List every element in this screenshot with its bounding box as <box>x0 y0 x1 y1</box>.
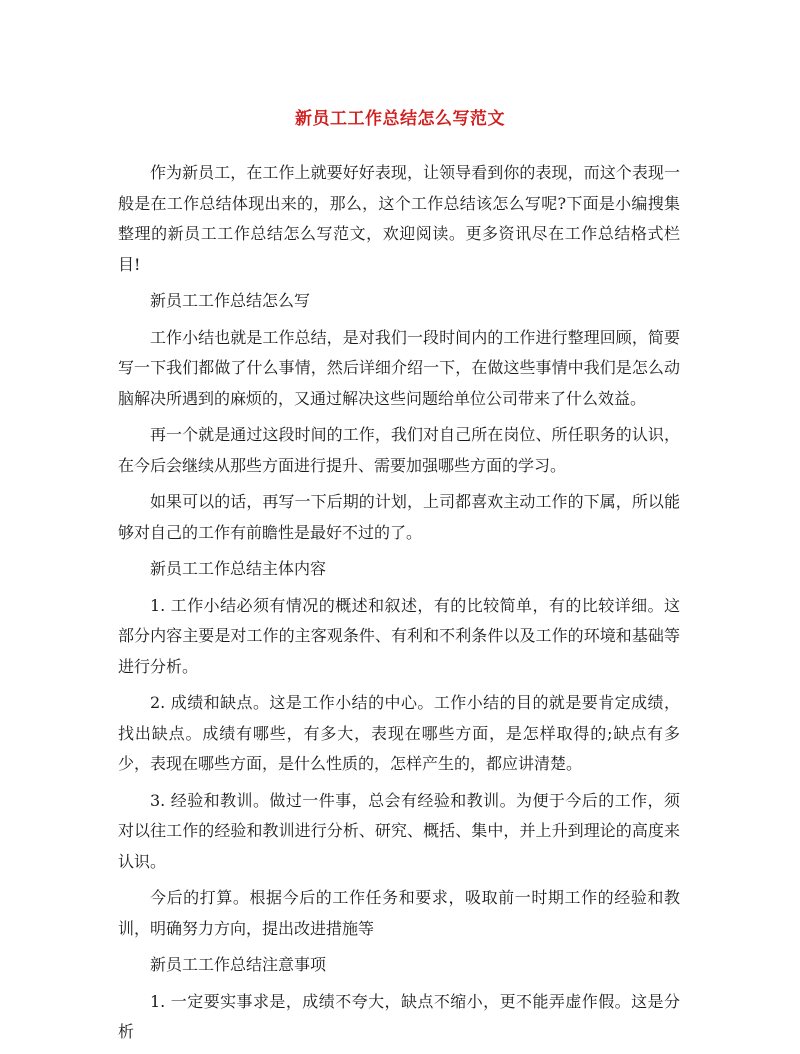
paragraph-note-1: 1. 一定要实事求是，成绩不夸大，缺点不缩小，更不能弄虚作假。这是分析 <box>118 991 680 1041</box>
document-title: 新员工工作总结怎么写范文 <box>295 109 505 129</box>
section-heading-notes: 新员工工作总结注意事项 <box>150 955 327 974</box>
paragraph-item-3-lessons: 3. 经验和教训。做过一件事，总会有经验和教训。为便于今后的工作，须对以往工作的经验和教训进行分析、研究、概括、集中，并上升到理论的高度来认识。 <box>118 790 680 871</box>
paragraph-item-1-overview: 1. 工作小结必须有情况的概述和叙述，有的比较简单，有的比较详细。这部分内容主要是对工作的主客观条件、有利和不利条件以及工作的环境和基础等进行分析。 <box>118 595 680 676</box>
document-body <box>118 158 680 1054</box>
paragraph-next-steps: 今后的打算。根据今后的工作任务和要求，吸取前一时期工作的经验和教训，明确努力方向，提出改进措施等 <box>118 888 680 938</box>
paragraph-position-awareness: 再一个就是通过这段时间的工作，我们对自己所在岗位、所任职务的认识，在今后会继续从那些方面进行提升、需要加强哪些方面的学习。 <box>118 425 680 475</box>
paragraph-item-2-achievements: 2. 成绩和缺点。这是工作小结的中心。工作小结的目的就是要肯定成绩，找出缺点。成绩有哪些，有多大，表现在哪些方面，是怎样取得的;缺点有多少，表现在哪些方面，是什么性质的，怎样产生的，都应讲清楚。 <box>118 693 680 773</box>
paragraph-summary-definition: 工作小结也就是工作总结，是对我们一段时间内的工作进行整理回顾，简要写一下我们都做了什么事情，然后详细介绍一下，在做这些事情中我们是怎么动脑解决所遇到的麻烦的，又通过解决这些问题给单位公司带来了什么效益。 <box>118 327 680 408</box>
paragraph-intro: 作为新员工，在工作上就要好好表现，让领导看到你的表现，而这个表现一般是在工作总结体现出来的，那么，这个工作总结该怎么写呢?下面是小编搜集整理的新员工工作总结怎么写范文，欢迎阅读。更多资讯尽在工作总结格式栏目! <box>118 163 680 274</box>
paragraph-future-plan: 如果可以的话，再写一下后期的计划，上司都喜欢主动工作的下属，所以能够对自己的工作有前瞻性是最好不过的了。 <box>118 492 680 542</box>
section-heading-main-content: 新员工工作总结主体内容 <box>150 559 327 578</box>
section-heading-how-to-write: 新员工工作总结怎么写 <box>150 291 311 310</box>
